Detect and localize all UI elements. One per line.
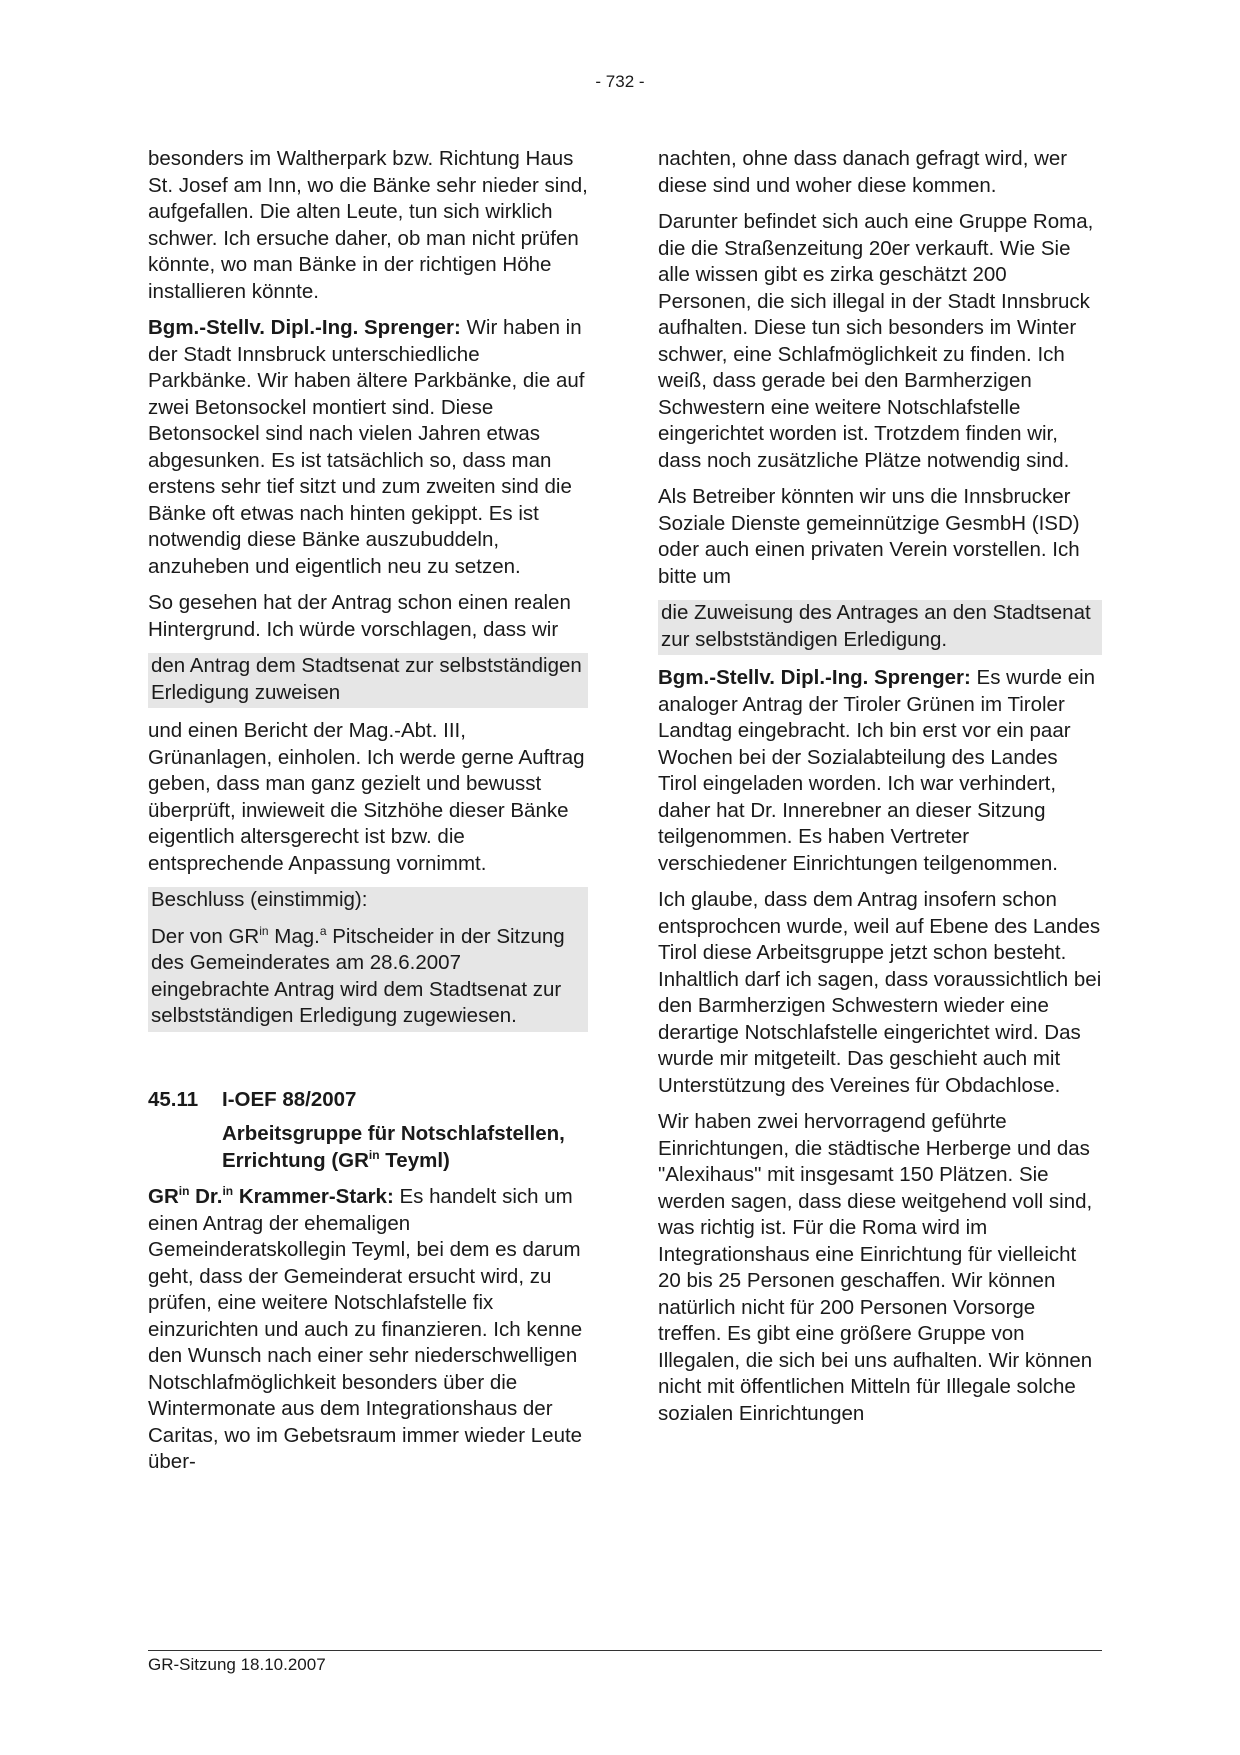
paragraph: besonders im Waltherpark bzw. Richtung Haus St. Josef am Inn, wo die Bänke sehr nieder sind, aufgefallen. Die alten Leute, tun sich wirklich schwer. Ich ersuche daher, ob man nicht prüfen könnte, wo man Bänke in der richtigen Höhe installieren könnte. bbox=[148, 147, 588, 303]
motion-text: den Antrag dem Stadtsenat zur selbstständigen Erledigung zuweisen bbox=[151, 654, 582, 704]
paragraph: Als Betreiber könnten wir uns die Innsbrucker Soziale Dienste gemeinnützige GesmbH (ISD) oder auch einen privaten Verein vorstellen. Ich bitte um bbox=[658, 485, 1080, 588]
agenda-number: 45.11 bbox=[148, 1087, 199, 1111]
left-column bbox=[148, 146, 588, 1486]
paragraph: Ich glaube, dass dem Antrag insofern schon entsprochcen wurde, weil auf Ebene des Landes Tirol diese Arbeitsgruppe jetzt schon besteht. Inhaltlich darf ich sagen, dass voraussichtlich bei den Barmherzigen Schwestern wieder eine derartige Notschlafstelle eingerichtet wird. Das wurde mir mitgeteilt. Das geschieht auch mit Unterstützung des Vereines für Obdachlose. bbox=[658, 888, 1102, 1097]
agenda-title: Arbeitsgruppe für Notschlafstellen, Errichtung ($GR^{in}$ Teyml) bbox=[222, 1122, 565, 1172]
paragraph: und einen Bericht der Mag.-Abt. III, Grünanlagen, einholen. Ich werde gerne Auftrag geben, dass man ganz gezielt und bewusst überprüft, inwieweit die Sitzhöhe dieser Bänke eigentlich altersgerecht ist bzw. die entsprechende Anpassung vornimmt. bbox=[148, 719, 585, 875]
paragraph: nachten, ohne dass danach gefragt wird, wer diese sind und woher diese kommen. bbox=[658, 147, 1068, 197]
motion-box bbox=[658, 600, 1102, 655]
speech-text: Es handelt sich um einen Antrag der ehemaligen Gemeinderatskollegin Teyml, bei dem es darum geht, dass der Gemeinderat ersucht wird, zu prüfen, eine weitere Notschlafstelle fix einzurichten und auch zu finanzieren. Ich kenne den Wunsch nach einer sehr niederschwelligen Notschlafmöglichkeit besonders über die Wintermonate aus dem Integrationshaus der Caritas, wo im Gebetsraum immer wieder Leute über- bbox=[148, 1185, 583, 1473]
resolution-text: Der von $GR^{in}$ Mag.$^a$ Pitscheider in der Sitzung des Gemeinderates am 28.6.2007 eingebrachte Antrag wird dem Stadtsenat zur selbstständigen Erledigung zugewiesen. bbox=[151, 923, 565, 1027]
resolution-title: Beschluss (einstimmig): bbox=[151, 888, 368, 911]
motion-box bbox=[148, 653, 588, 708]
footer-divider bbox=[148, 1650, 1102, 1651]
speaker-paragraph bbox=[148, 315, 588, 580]
speaker-name: Bgm.-Stellv. Dipl.-Ing. Sprenger: bbox=[148, 316, 461, 339]
speech-text: Es wurde ein analoger Antrag der Tiroler Grünen im Tiroler Landtag eingebracht. Ich bin erst vor ein paar Wochen bei der Sozialabteilung des Landes Tirol eingeladen worden. Ich war verhindert, daher hat Dr. Innerebner an dieser Sitzung teilgenommen. Es haben Vertreter verschiedener Einrichtungen teilgenommen. bbox=[658, 666, 1096, 875]
speaker-name: $GR^{in}$ Dr.$^{in}$ Krammer-Stark: bbox=[148, 1184, 394, 1208]
speech-text: Wir haben in der Stadt Innsbruck unterschiedliche Parkbänke. Wir haben ältere Parkbänke, die auf zwei Betonsockel montiert sind. Diese Betonsockel sind nach vielen Jahren etwas abgesunken. Es ist tatsächlich so, dass man erstens sehr tief sitzt und zum zweiten sind die Bänke oft etwas nach hinten gekippt. Es ist notwendig diese Bänke auszubuddeln, anzuheben und eigentlich neu zu setzen. bbox=[148, 316, 585, 578]
speaker-paragraph bbox=[658, 665, 1102, 877]
speaker-paragraph bbox=[148, 1184, 588, 1476]
motion-text: die Zuweisung des Antrages an den Stadtsenat zur selbstständigen Erledigung. bbox=[661, 601, 1091, 651]
right-column bbox=[658, 146, 1102, 1437]
footer-text: GR-Sitzung 18.10.2007 bbox=[148, 1655, 326, 1674]
agenda-code: I-OEF 88/2007 bbox=[222, 1087, 357, 1111]
paragraph: Wir haben zwei hervorragend geführte Einrichtungen, die städtische Herberge und das "Alexihaus" mit insgesamt 150 Plätzen. Sie werden sagen, dass diese weitgehend voll sind, was richtig ist. Für die Roma wird im Integrationshaus eine Einrichtung für vielleicht 20 bis 25 Personen geschaffen. Wir können natürlich nicht für 200 Personen Vorsorge treffen. Es gibt eine größere Gruppe von Illegalen, die sich bei uns aufhalten. Wir können nicht mit öffentlichen Mitteln für Illegale solche sozialen Einrichtungen bbox=[658, 1110, 1093, 1425]
agenda-heading bbox=[148, 1087, 588, 1114]
paragraph: So gesehen hat der Antrag schon einen realen Hintergrund. Ich würde vorschlagen, dass wir bbox=[148, 591, 571, 641]
page-number: - 732 - bbox=[595, 72, 645, 91]
paragraph: Darunter befindet sich auch eine Gruppe Roma, die die Straßenzeitung 20er verkauft. Wie Sie alle wissen gibt es zirka geschätzt 200 Personen, die sich illegal in der Stadt Innsbruck aufhalten. Diese tun sich besonders im Winter schwer, eine Schlafmöglichkeit zu finden. Ich weiß, dass gerade bei den Barmherzigen Schwestern eine weitere Notschlafstelle eingerichtet worden ist. Trotzdem finden wir, dass noch zusätzliche Plätze notwendig sind. bbox=[658, 210, 1094, 472]
resolution-box bbox=[148, 887, 588, 1032]
speaker-name: Bgm.-Stellv. Dipl.-Ing. Sprenger: bbox=[658, 666, 971, 689]
